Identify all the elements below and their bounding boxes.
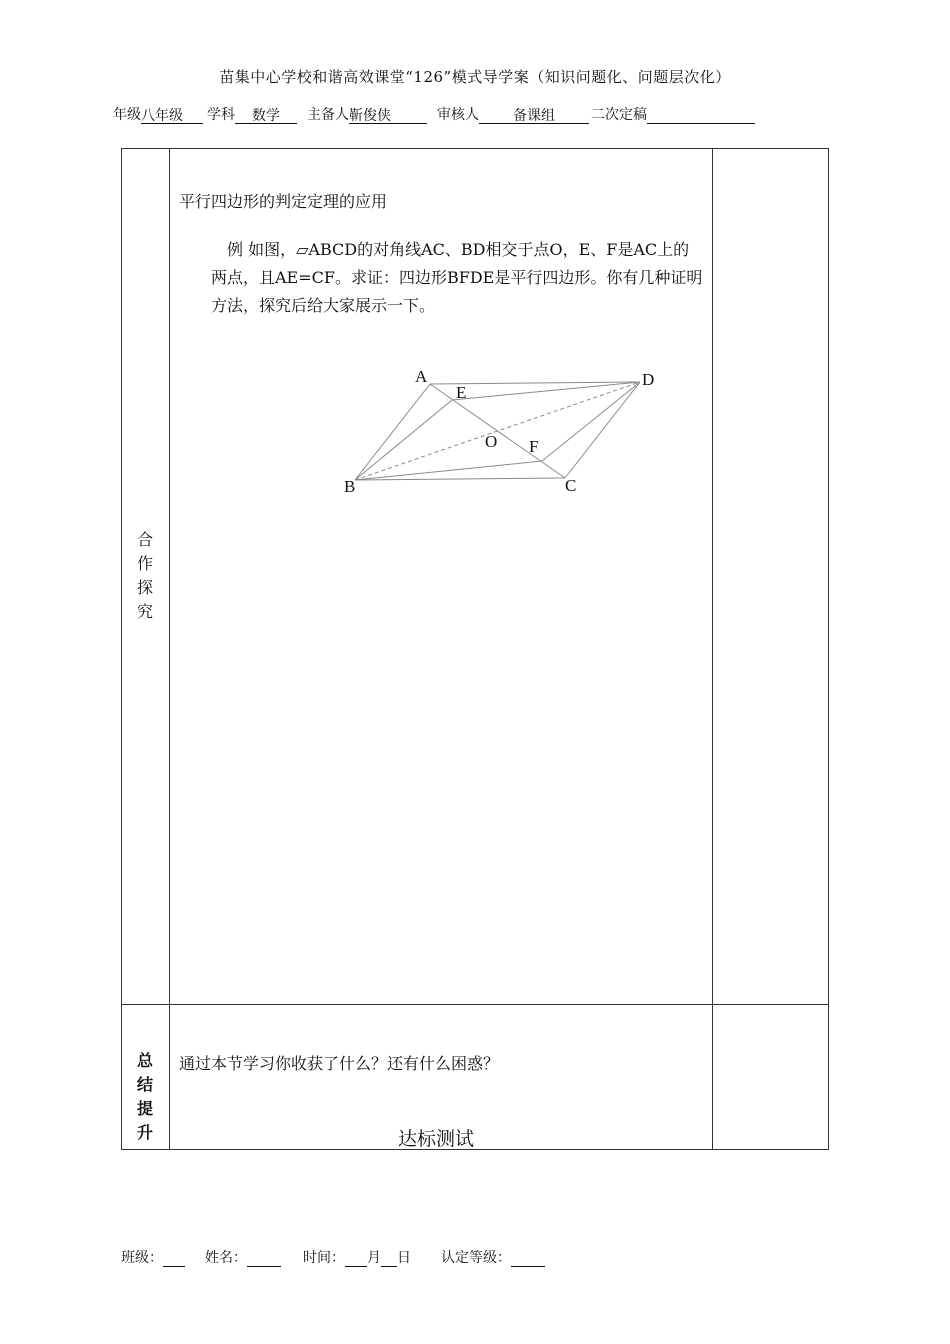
reflection-prompt: 通过本节学习你收获了什么？还有什么困惑？ bbox=[179, 1054, 500, 1073]
side-char: 结 bbox=[136, 1075, 153, 1094]
edge-ed bbox=[452, 382, 640, 400]
draft-label: 二次定稿 bbox=[591, 107, 647, 123]
side-char: 作 bbox=[136, 554, 153, 573]
preparer-label: 主备人 bbox=[307, 107, 349, 123]
grade-level-label: 认定等级： bbox=[441, 1250, 511, 1266]
name-label: 姓名： bbox=[205, 1250, 247, 1266]
problem-body: ABCD的对角线AC、BD相交于点O，E、F是AC上的两点，且AE=CF。求证：四边形BFDE是平行四边形。你有几种证明方法，探究后给大家展示一下。 bbox=[211, 240, 703, 315]
side-label-summary bbox=[122, 1049, 168, 1145]
label-f: F bbox=[529, 437, 539, 456]
side-char: 升 bbox=[136, 1123, 153, 1142]
header-meta bbox=[113, 104, 755, 124]
draft-value bbox=[647, 105, 755, 124]
preparer-value: 靳俊侠 bbox=[349, 105, 427, 124]
table-col-divider-left bbox=[169, 148, 170, 1150]
side-label-explore bbox=[122, 528, 168, 624]
time-label: 时间： bbox=[303, 1250, 345, 1266]
class-label: 班级： bbox=[121, 1250, 163, 1266]
reviewer-label: 审核人 bbox=[437, 107, 479, 123]
parallelogram-figure bbox=[330, 360, 670, 500]
grade-value: 八年级 bbox=[141, 105, 203, 124]
side-char: 探 bbox=[136, 578, 153, 597]
side-char: 究 bbox=[136, 602, 153, 621]
side-char: 合 bbox=[136, 530, 153, 549]
edge-be bbox=[355, 400, 452, 480]
label-b: B bbox=[344, 477, 356, 496]
student-info-footer bbox=[121, 1247, 545, 1267]
problem-prefix: 例 如图， bbox=[227, 240, 297, 259]
subject-value: 数学 bbox=[235, 105, 297, 124]
grade-label: 年级 bbox=[113, 107, 141, 123]
grade-level-blank[interactable] bbox=[511, 1250, 545, 1267]
month-blank[interactable] bbox=[345, 1250, 367, 1267]
label-a: A bbox=[415, 367, 428, 386]
day-blank[interactable] bbox=[381, 1250, 397, 1267]
edge-df bbox=[542, 382, 640, 461]
label-o: O bbox=[485, 432, 498, 451]
edge-dc bbox=[565, 382, 640, 478]
parallelogram-symbol: ▱ bbox=[296, 240, 309, 259]
day-label: 日 bbox=[397, 1250, 411, 1266]
section-title: 平行四边形的判定定理的应用 bbox=[179, 192, 388, 211]
example-problem bbox=[211, 236, 705, 320]
label-c: C bbox=[565, 476, 577, 495]
test-heading: 达标测试 bbox=[398, 1128, 475, 1150]
document-title: 苗集中心学校和谐高效课堂“126”模式导学案（知识问题化、问题层次化） bbox=[219, 68, 731, 86]
side-char: 总 bbox=[136, 1051, 153, 1070]
table-col-divider-right bbox=[712, 148, 713, 1150]
side-char: 提 bbox=[136, 1099, 153, 1118]
edge-cb bbox=[355, 478, 565, 480]
label-e: E bbox=[456, 383, 467, 402]
table-row-divider bbox=[121, 1004, 829, 1005]
edge-ba bbox=[355, 384, 430, 480]
name-blank[interactable] bbox=[247, 1250, 281, 1267]
month-label: 月 bbox=[367, 1250, 381, 1266]
class-blank[interactable] bbox=[163, 1250, 185, 1267]
subject-label: 学科 bbox=[207, 107, 235, 123]
reviewer-value: 备课组 bbox=[479, 105, 589, 124]
label-d: D bbox=[642, 370, 655, 389]
